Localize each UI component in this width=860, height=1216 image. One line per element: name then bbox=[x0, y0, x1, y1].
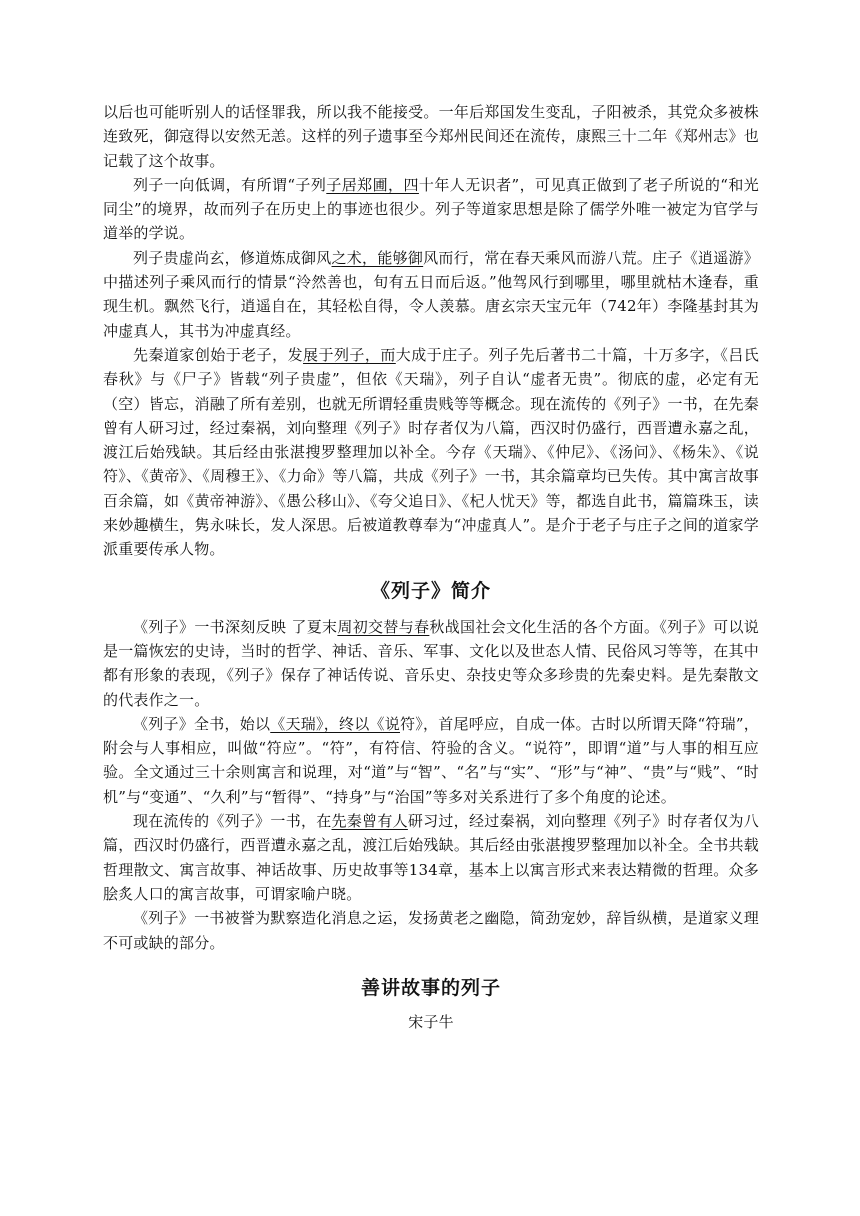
paragraph-taoist-lineage bbox=[103, 343, 759, 562]
paragraph-book-reflects bbox=[103, 615, 759, 712]
section-heading-liezi-intro: 《列子》简介 bbox=[370, 579, 491, 602]
text-run: 符》，首尾呼应，自成一体。古时以所谓天降“符瑞”，附会与人事相应，叫做“符应”。“符”，有符信、符验的含义。“说符”，即谓“道”与人事的相互应验。全文通过三十余则寓言和说理，对“道”与“智”、“名”与“实”、“形”与“神”、“贵”与“贱”、“时机”与“变通”、“久利”与“暂得”、“持身”与“治国”等多对关系进行了多个角度的论述。 bbox=[103, 714, 760, 806]
underlined-text: 周初交替与春 bbox=[337, 617, 430, 636]
paragraph-book-transmission bbox=[103, 809, 759, 906]
document-page bbox=[103, 100, 759, 1034]
text-run: 研习过，经过秦祸，刘向整理《列子》时存者仅为八篇，西汉时仍盛行，西晋遭永嘉之乱，渡江后始残缺。其后经由张湛搜罗整理加以补全。全书共载哲理散文、寓言故事、神话故事、历史故事等134章，基本上以寓言形式来表达精微的哲理。众多脍炙人口的寓言故事，可谓家喻户晓。 bbox=[103, 812, 759, 903]
text-run: 先秦道家创始于老子，发 bbox=[133, 345, 304, 364]
text-run: 十年人无识者”，可见真正做到了老子所说的“和光同尘”的境界，故而列子在历史上的事迹也很少。列子等道家思想是除了儒学外唯一被定为官学与道举的学说。 bbox=[103, 175, 759, 243]
underlined-text: 先秦曾有人 bbox=[331, 812, 408, 831]
underlined-text: 展于列子，而 bbox=[303, 345, 396, 364]
paragraph-book-praise: 《列子》一书被誉为默察造化消息之运，发扬黄老之幽隐，简劲宠妙，辞旨纵横，是道家义理不可或缺的部分。 bbox=[103, 909, 759, 952]
text-run: 《列子》全书，始以 bbox=[133, 714, 271, 733]
underlined-text: 《天瑞》，终以《说 bbox=[270, 714, 400, 733]
paragraph-riding-wind bbox=[103, 246, 759, 343]
paragraph-zhengzhou-story: 以后也可能听别人的话怪罪我，所以我不能接受。一年后郑国发生变乱，子阳被杀，其党众多被株连致死，御寇得以安然无恙。这样的列子遗事至今郑州民间还在流传，康熙三十二年《郑州志》也记载了这个故事。 bbox=[103, 103, 759, 170]
text-run: 大成于庄子。列子先后著书二十篇，十万多字，《吕氏春秋》与《尸子》皆载“列子贵虚”，但依《天瑞》，列子自认“虚者无贵”。彻底的虚，必定有无（空）皆忘，消融了所有差别，也就无所谓轻重贵贱等等概念。现在流传的《列子》一书，在先秦曾有人研习过，经过秦祸，刘向整理《列子》时存者仅为八篇，西汉时仍盛行，西晋遭永嘉之乱，渡江后始残缺。其后经由张湛搜罗整理加以补全。今存《天瑞》、《仲尼》、《汤问》、《杨朱》、《说符》、《黄帝》、《周穆王》、《力命》等八篇，共成《列子》一书，其余篇章均已失传。其中寓言故事百余篇，如《黄帝神游》、《愚公移山》、《夸父追日》、《杞人忧天》等，都选自此书，篇篇珠玉，读来妙趣横生，隽永味长，发人深思。后被道教尊奉为“冲虚真人”。是介于老子与庄子之间的道家学派重要传承人物。 bbox=[103, 345, 759, 559]
text-run: 现在流传的《列子》一书，在 bbox=[133, 812, 332, 831]
text-run: 秋战国社会文化生活的各个方面。《列子》可以说是一篇恢宏的史诗，当时的哲学、神话、音乐、军事、文化以及世态人情、民俗风习等等，在其中都有形象的表现，《列子》保存了神话传说、音乐史、杂技史等众多珍贵的先秦史料。是先秦散文的代表作之一。 bbox=[103, 617, 759, 709]
underlined-text: 之术，能够御 bbox=[331, 248, 424, 267]
paragraph-book-structure bbox=[103, 712, 759, 809]
section-heading-storyteller: 善讲故事的列子 bbox=[360, 976, 501, 999]
text-run: 列子贵虚尚玄，修道炼成御风 bbox=[133, 248, 332, 267]
underlined-text: 子居郑圃，四 bbox=[326, 175, 419, 194]
paragraph-low-profile bbox=[103, 173, 759, 246]
text-run: 风而行，常在春天乘风而游八荒。庄子《逍遥游》中描述列子乘风而行的情景“泠然善也，旬有五日而后返。”他驾风行到哪里，哪里就枯木逢春，重现生机。飘然飞行，逍遥自在，其轻松自得，令人羡慕。唐玄宗天宝元年（742年）李隆基封其为冲虚真人，其书为冲虚真经。 bbox=[103, 248, 760, 340]
text-run: 列子一向低调，有所谓“子列 bbox=[133, 175, 327, 194]
text-run: 《列子》一书深刻反映 了夏末 bbox=[133, 617, 338, 636]
author-name: 宋子牛 bbox=[408, 1012, 454, 1031]
